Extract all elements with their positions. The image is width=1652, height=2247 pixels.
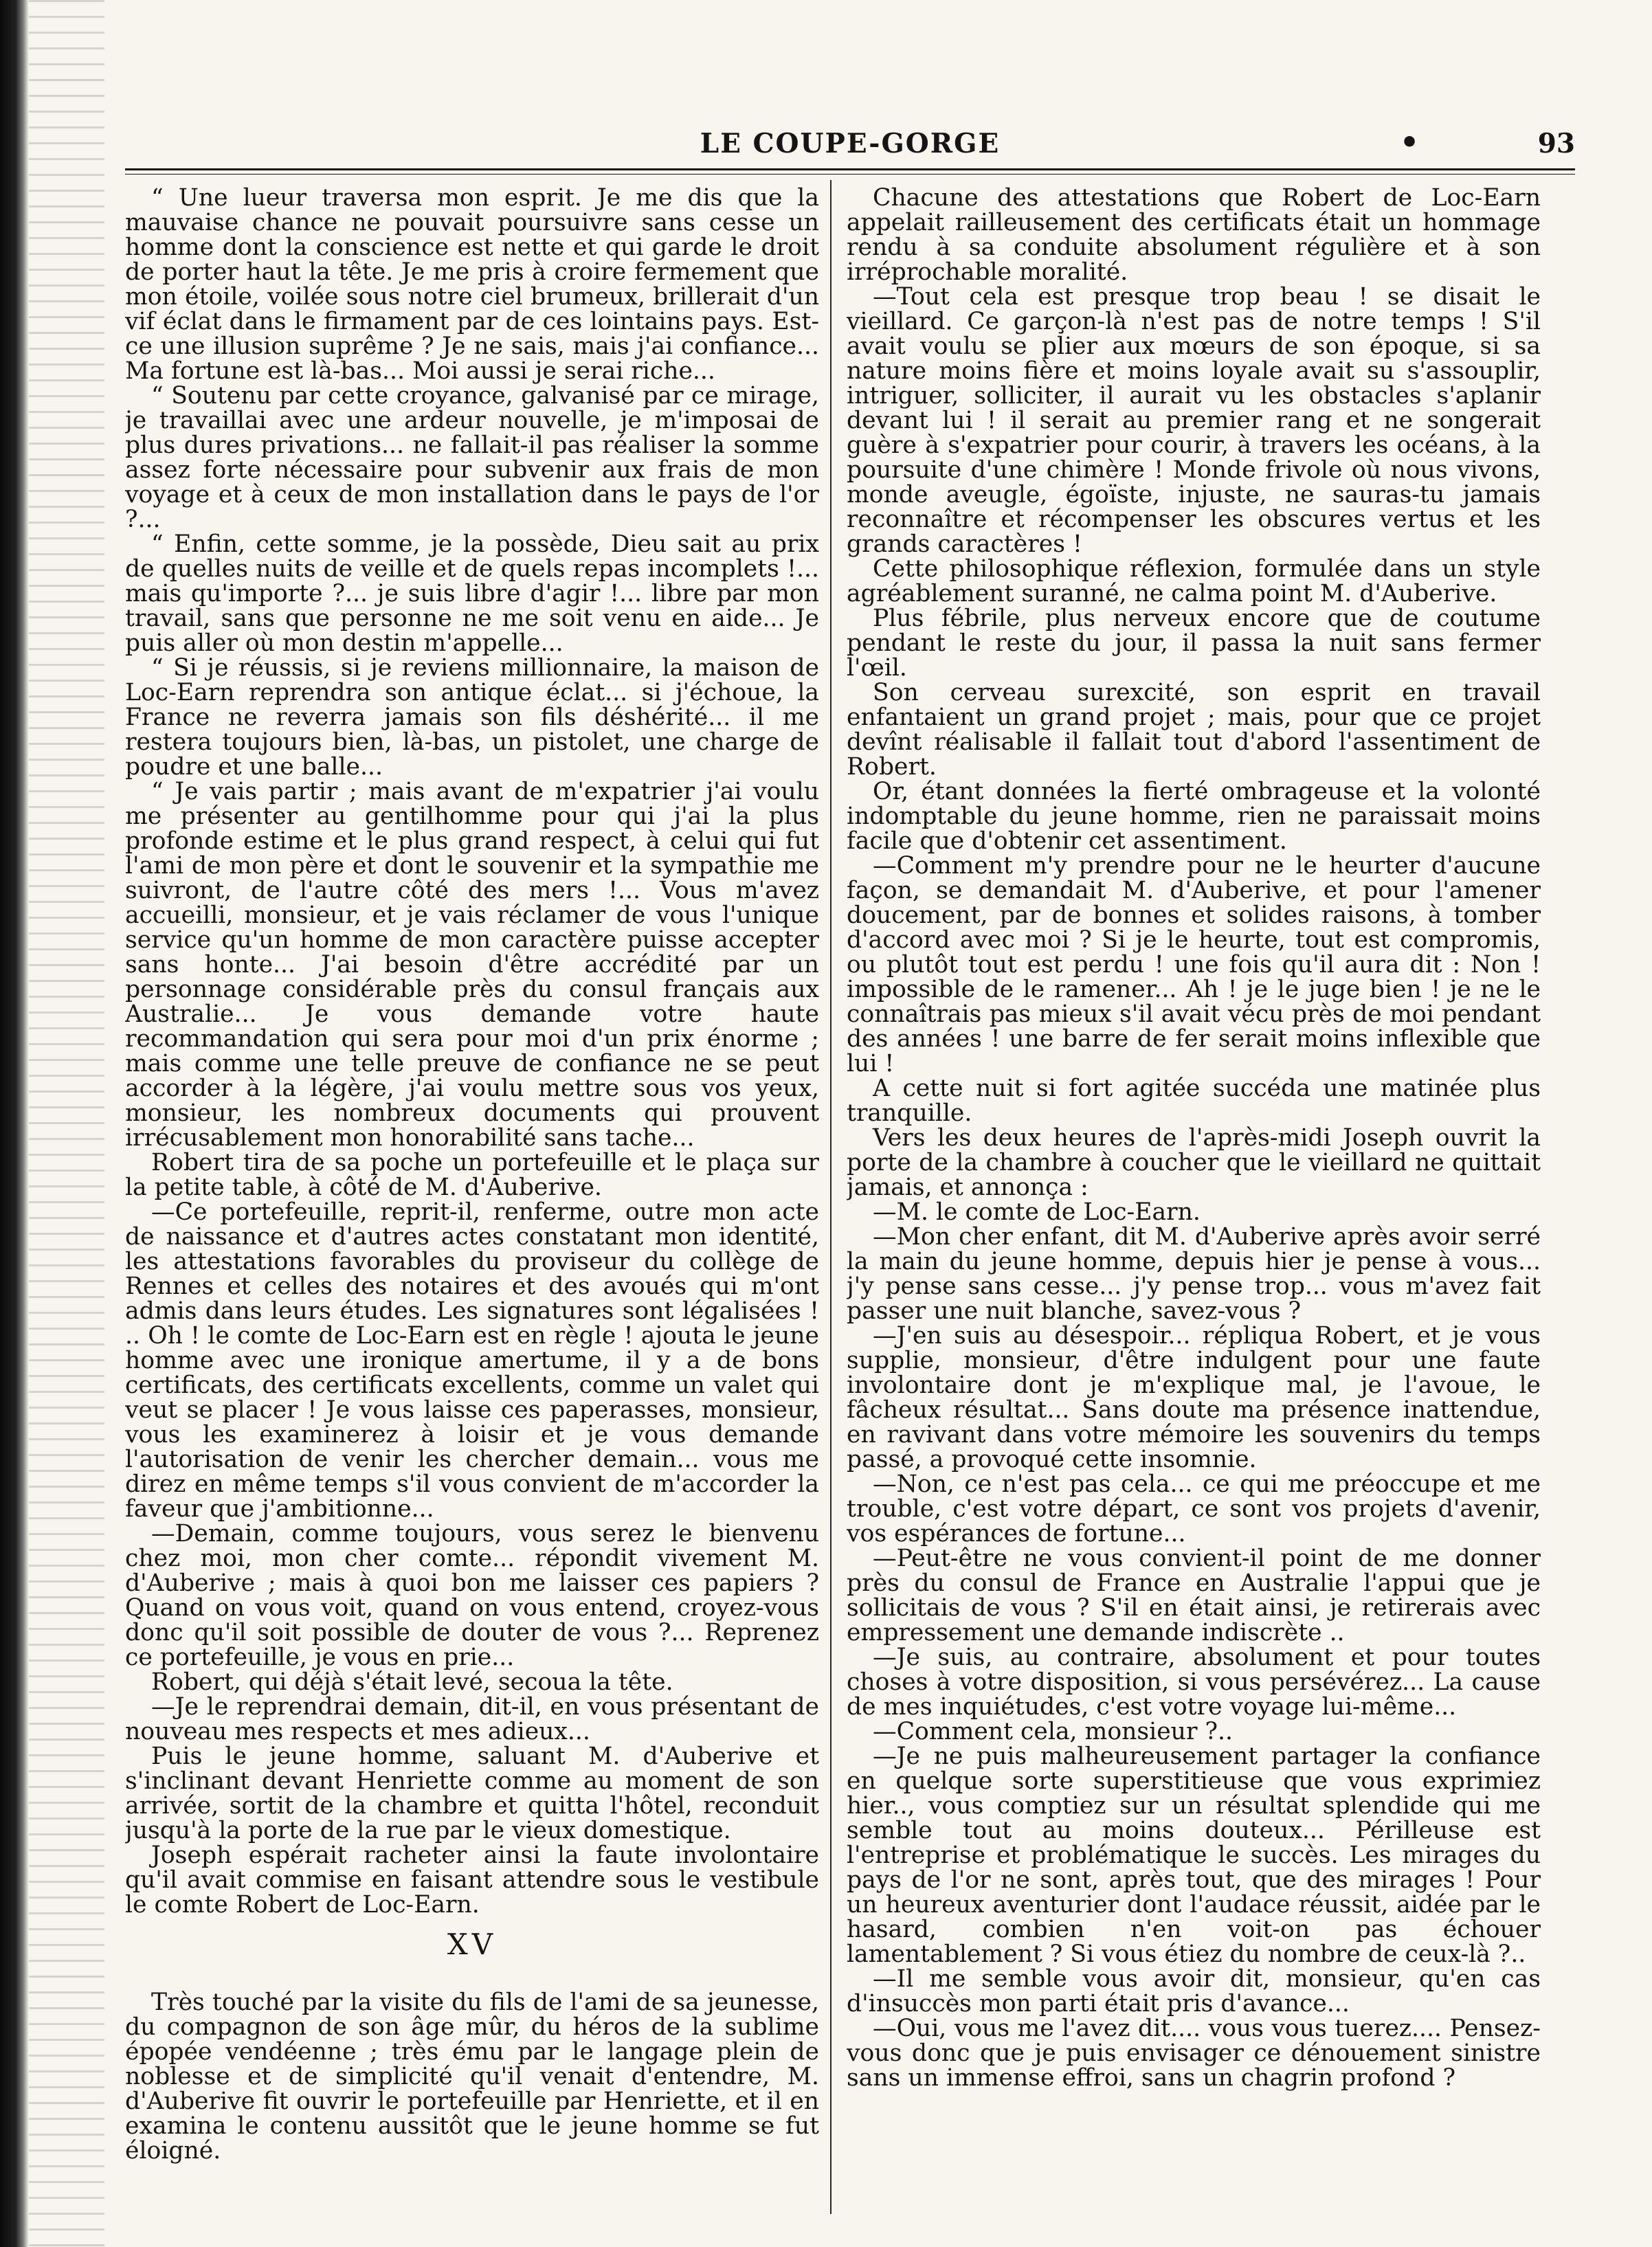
paragraph: “ Je vais partir ; mais avant de m'expatrier j'ai voulu me présenter au gentilhomme pour qui j'ai la plus profonde estime et le plus grand respect, à celui qui fut l'ami de mon père et dont le souvenir et la sympathie me suivront, de l'autre côté des mers !... Vous m'avez accueilli, monsieur, et je vais réclamer de vous l'unique service qu'un homme de mon caractère puisse accepter sans honte... J'ai besoin d'être accrédité par un personnage considérable près du consul français aux Australie... Je vous demande votre haute recommandation qui sera pour moi d'un prix énorme ; mais comme une telle preuve de confiance ne se peut accorder à la légère, j'ai voulu mettre sous vos yeux, monsieur, les nombreux documents qui prouvent irrécusablement mon honorabilité sans tache... xyxy=(125,778,819,1152)
paragraph: —Demain, comme toujours, vous serez le bienvenu chez moi, mon cher comte... répondit vivement M. d'Auberive ; mais à quoi bon me laisser ces papiers ? Quand on vous voit, quand on vous entend, croyez-vous donc qu'il soit possible de douter de vous ?... Reprenez ce portefeuille, je vous en prie... xyxy=(125,1520,819,1671)
paragraph: —M. le comte de Loc-Earn. xyxy=(873,1198,1201,1226)
paragraph: —Comment m'y prendre pour ne le heurter d'aucune façon, se demandait M. d'Auberive, et pour l'amener doucement, par de bonnes et solides raisons, à tomber d'accord avec moi ? Si je le heurte, tout est compromis, ou plutôt tout est perdu ! une fois qu'il aura dit : Non ! impossible de le ramener... Ah ! je le juge bien ! je ne le connaîtrais pas mieux s'il avait vécu près de moi pendant des années ! une barre de fer serait moins inflexible que lui ! xyxy=(847,852,1541,1077)
paragraph: Joseph espérait racheter ainsi la faute involontaire qu'il avait commise en faisant attendre sous le vestibule le comte Robert de Loc-Earn. xyxy=(125,1842,819,1919)
left-column xyxy=(125,186,819,2220)
paragraph: A cette nuit si fort agitée succéda une matinée plus tranquille. xyxy=(847,1075,1541,1127)
paragraph: Robert tira de sa poche un portefeuille et le plaça sur la petite table, à côté de M. d'Auberive. xyxy=(125,1149,819,1201)
paragraph: —Comment cela, monsieur ?.. xyxy=(873,1718,1233,1745)
paragraph: —J'en suis au désespoir... répliqua Robert, et je vous supplie, monsieur, d'être indulgent pour une faute involontaire dont je m'explique mal, je l'avoue, le fâcheux résultat... Sans doute ma présence inattendue, en ravivant dans votre mémoire les souvenirs du temps passé, a provoqué cette insomnie. xyxy=(847,1322,1541,1473)
paragraph: —Tout cela est presque trop beau ! se disait le vieillard. Ce garçon-là n'est pas de notre temps ! S'il avait voulu se plier aux mœurs de son époque, si sa nature moins fière et moins loyale avait su s'assouplir, intriguer, solliciter, il aurait vu les obstacles s'aplanir devant lui ! il serait au premier rang et ne songerait guère à s'expatrier pour courir, à travers les océans, à la poursuite d'une chimère ! Monde frivole où nous vivons, monde aveugle, égoïste, injuste, ne sauras-tu jamais reconnaître et récompenser les obscures vertus et les grands caractères ! xyxy=(847,283,1541,558)
paragraph: —Ce portefeuille, reprit-il, renferme, outre mon acte de naissance et d'autres actes constatant mon identité, les attestations favorables du proviseur du collège de Rennes et celles des notaires et des avoués qui m'ont admis dans leurs études. Les signatures sont légalisées ! .. Oh ! le comte de Loc-Earn est en règle ! ajouta le jeune homme avec une ironique amertume, il y a de bons certificats, des certificats excellents, comme un valet qui veut se placer ! Je vous laisse ces paperasses, monsieur, vous les examinerez à loisir et je vous demande l'autorisation de venir les chercher demain... vous me direz en même temps s'il vous convient de m'accorder la faveur que j'ambitionne... xyxy=(125,1198,819,1523)
paragraph: Puis le jeune homme, saluant M. d'Auberive et s'inclinant devant Henriette comme au moment de son arrivée, sortit de la chambre et quitta l'hôtel, reconduit jusqu'à la porte de la rue par le vieux domestique. xyxy=(125,1743,819,1844)
paragraph: —Mon cher enfant, dit M. d'Auberive après avoir serré la main du jeune homme, depuis hier je pense à vous... j'y pense sans cesse... j'y pense trop... vous m'avez fait passer une nuit blanche, savez-vous ? xyxy=(847,1223,1541,1325)
paragraph: —Je le reprendrai demain, dit-il, en vous présentant de nouveau mes respects et mes adieux... xyxy=(125,1693,819,1745)
paragraph: —Il me semble vous avoir dit, monsieur, qu'en cas d'insuccès mon parti était pris d'avance... xyxy=(847,1965,1541,2017)
paragraph: Très touché par la visite du fils de l'ami de sa jeunesse, du compagnon de son âge mûr, du héros de la sublime épopée vendéenne ; très ému par le langage plein de noblesse et de simplicité qu'il venait d'entendre, M. d'Auberive fit ouvrir le portefeuille par Henriette, et il en examina le contenu aussitôt que le jeune homme se fut éloigné. xyxy=(125,1989,819,2165)
paragraph: Vers les deux heures de l'après-midi Joseph ouvrit la porte de la chambre à coucher que le vieillard ne quittait jamais, et annonça : xyxy=(847,1124,1541,1201)
header-rule-thin xyxy=(125,174,1575,175)
paragraph: —Oui, vous me l'avez dit.... vous vous tuerez.... Pensez-vous donc que je puis envisager ce dénouement sinistre sans un immense effroi, sans un chagrin profond ? xyxy=(847,2015,1541,2092)
paragraph: Cette philosophique réflexion, formulée dans un style agréablement suranné, ne calma point M. d'Auberive. xyxy=(847,555,1541,607)
header-rule xyxy=(125,168,1575,170)
header-marker: • xyxy=(1400,125,1420,160)
page-number: 93 xyxy=(1537,128,1575,159)
paragraph: “ Si je réussis, si je reviens millionnaire, la maison de Loc-Earn reprendra son antique éclat... si j'échoue, la France ne reverra jamais son fils déshérité... il me restera toujours bien, là-bas, un pistolet, une charge de poudre et une balle... xyxy=(125,654,819,781)
paragraph: “ Soutenu par cette croyance, galvanisé par ce mirage, je travaillai avec une ardeur nouvelle, je m'imposai de plus dures privations... ne fallait-il pas réaliser la somme assez forte nécessaire pour subvenir aux frais de mon voyage et à ceux de mon installation dans le pays de l'or ?... xyxy=(125,382,819,533)
left-column-text-after-heading xyxy=(125,1990,819,2163)
paragraph: Son cerveau surexcité, son esprit en travail enfantaient un grand projet ; mais, pour que ce projet devînt réalisable il fallait tout d'abord l'assentiment de Robert. xyxy=(847,679,1541,781)
paragraph: “ Enfin, cette somme, je la possède, Dieu sait au prix de quelles nuits de veille et de quels repas incomplets !... mais qu'importe ?... je suis libre d'agir !... libre par mon travail, sans que personne ne me soit venu en aide... Je puis aller où mon destin m'appelle... xyxy=(125,530,819,657)
left-column-text xyxy=(125,186,819,1917)
paragraph: Chacune des attestations que Robert de Loc-Earn appelait railleusement des certificats était un hommage rendu à sa conduite absolument régulière et à son irréprochable moralité. xyxy=(847,186,1541,286)
right-column-text xyxy=(847,186,1541,2090)
paragraph: Plus fébrile, plus nerveux encore que de coutume pendant le reste du jour, il passa la nuit sans fermer l'œil. xyxy=(847,605,1541,682)
paragraph: Or, étant données la fierté ombrageuse et la volonté indomptable du jeune homme, rien ne paraissait moins facile que d'obtenir cet assentiment. xyxy=(847,778,1541,855)
running-title: LE COUPE-GORGE xyxy=(700,128,1001,159)
running-header xyxy=(125,125,1575,162)
paragraph: —Peut-être ne vous convient-il point de me donner près du consul de France en Australie l'appui que je sollicitais de vous ? S'il en était ainsi, je retirerais avec empressement une demande indiscrète .. xyxy=(847,1545,1541,1646)
page-binding-edge xyxy=(29,0,104,2247)
paragraph: Robert, qui déjà s'était levé, secoua la tête. xyxy=(151,1668,673,1696)
paragraph: —Non, ce n'est pas cela... ce qui me préoccupe et me trouble, c'est votre départ, ce sont vos projets d'avenir, vos espérances de fortune... xyxy=(847,1471,1541,1547)
column-divider xyxy=(830,180,831,2214)
section-heading: XV xyxy=(447,1927,498,1961)
page-binding-shadow xyxy=(0,0,29,2247)
paragraph: —Je suis, au contraire, absolument et pour toutes choses à votre disposition, si vous persévérez... La cause de mes inquiétudes, c'est votre voyage lui-même... xyxy=(847,1644,1541,1721)
right-column xyxy=(847,186,1541,2220)
paragraph: —Je ne puis malheureusement partager la confiance en quelque sorte superstitieuse que vous exprimiez hier.., vous comptiez sur un résultat splendide qui me semble tout au moins douteux... Périlleuse est l'entreprise et problématique le succès. Les mirages du pays de l'or ne sont, après tout, que des mirages ! Pour un heureux aventurier dont l'audace réussit, aidée par le hasard, combien n'en voit-on pas échouer lamentablement ? Si vous étiez du nombre de ceux-là ?.. xyxy=(847,1743,1541,1968)
paragraph: “ Une lueur traversa mon esprit. Je me dis que la mauvaise chance ne pouvait poursuivre sans cesse un homme dont la conscience est nette et qui garde le droit de porter haut la tête. Je me pris à croire fermement que mon étoile, voilée sous notre ciel brumeux, brillerait d'un vif éclat dans le firmament par de ces lointains pays. Est-ce une illusion suprême ? Je ne sais, mais j'ai confiance... Ma fortune est là-bas... Moi aussi je serai riche... xyxy=(125,186,819,385)
